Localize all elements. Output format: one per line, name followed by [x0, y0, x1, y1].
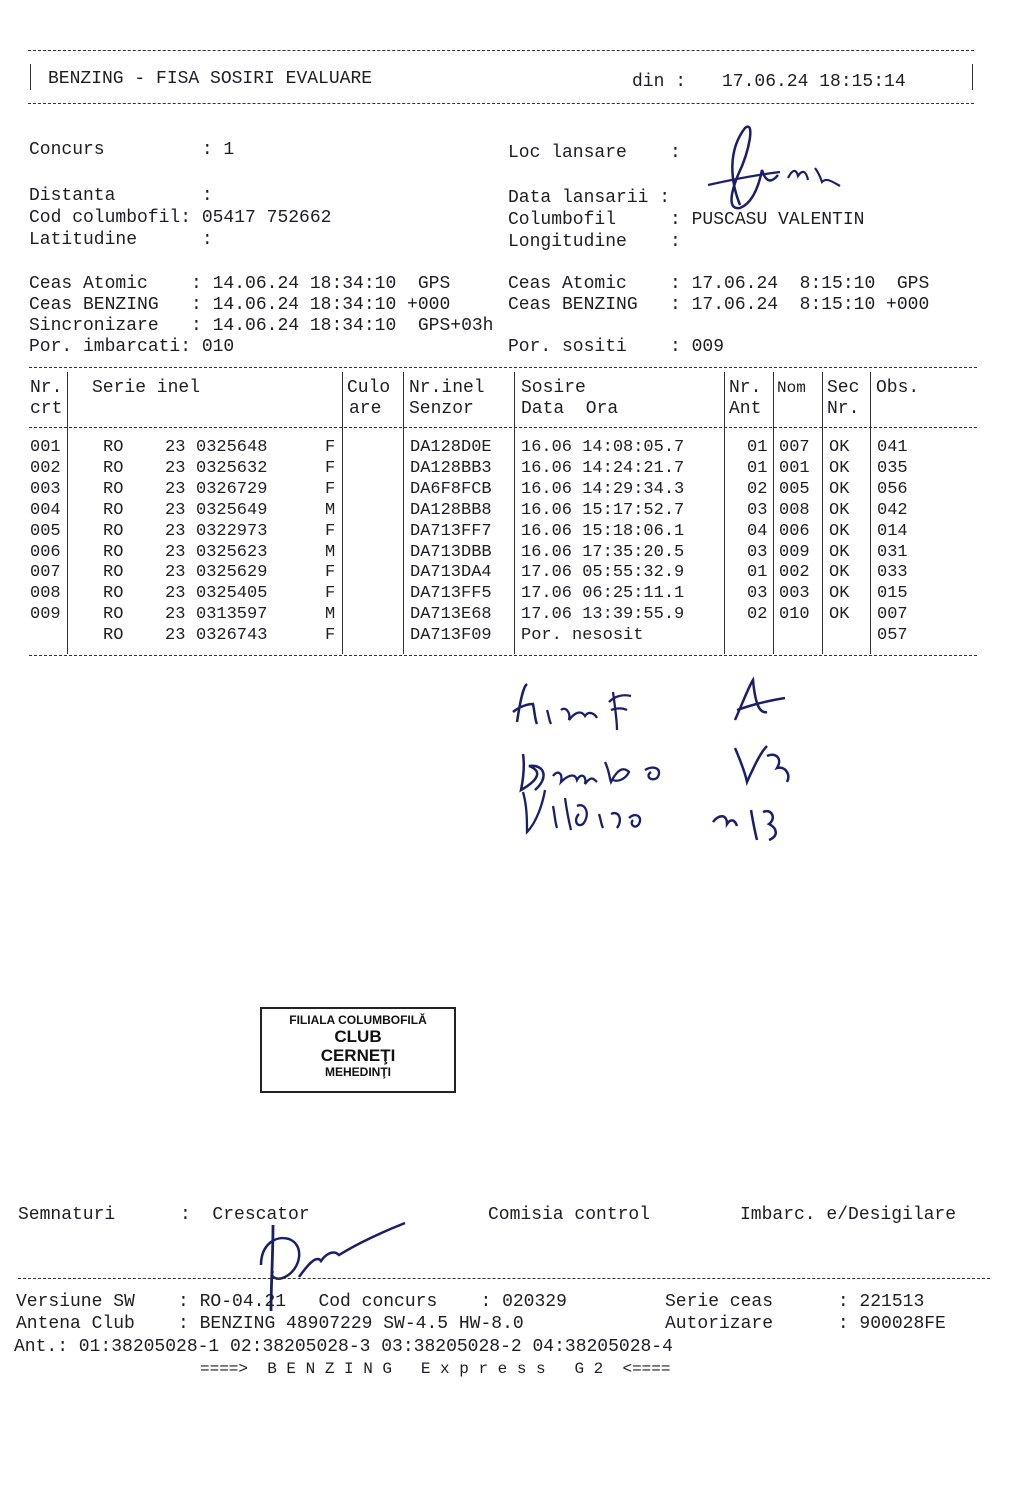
cell-nom: 010 — [779, 605, 810, 625]
cell-senzor: DA128BB8 — [410, 500, 492, 520]
cell-senzor: DA713FF5 — [410, 584, 492, 604]
header-nom: Nom — [777, 379, 806, 397]
cell-sosire: 16.06 14:08:05.7 — [521, 438, 685, 457]
cell-sosire: Por. nesosit — [521, 626, 644, 646]
footer-line-1a: Versiune SW : RO-04.21 Cod concurs : 020329 — [16, 1292, 567, 1312]
footer-line-4: ====> B E N Z I N G E x p r e s s G 2 <==== — [200, 1360, 671, 1378]
cell-obs: 056 — [877, 479, 908, 499]
stamp-line-3: CERNEŢI — [320, 1046, 396, 1065]
header-data-ora: Data Ora — [521, 399, 619, 419]
handwritten-notes — [505, 672, 835, 852]
clock-right-1: Ceas Atomic : 17.06.24 8:15:10 GPS — [508, 274, 930, 294]
col-sep-1 — [67, 372, 68, 654]
cell-crt: 003 — [30, 479, 61, 499]
header-obs: Obs. — [876, 378, 920, 398]
col-sep-5 — [724, 372, 725, 654]
cell-obs: 014 — [877, 521, 908, 541]
cell-sosire: 16.06 14:24:21.7 — [521, 458, 685, 478]
table-top-rule — [29, 367, 977, 368]
cell-ant: 02 — [747, 605, 768, 625]
cell-obs: 041 — [877, 438, 908, 457]
table-header-rule — [29, 427, 977, 428]
header-senzor: Senzor — [409, 399, 474, 419]
cell-senzor: DA713E68 — [410, 605, 492, 625]
header-culo: Culo — [347, 378, 391, 398]
col-sep-2 — [342, 372, 343, 654]
cell-an: 23 — [165, 521, 186, 541]
footer-line-2b: Autorizare : 900028FE — [665, 1314, 946, 1334]
cell-sec: OK — [829, 500, 850, 520]
data-lansarii-line: Data lansarii : — [508, 188, 671, 208]
cell-an: 23 — [165, 563, 186, 583]
cell-sex: M — [325, 605, 336, 625]
latitudine-line: Latitudine : — [29, 230, 213, 250]
cell-sec: OK — [829, 479, 850, 499]
columbofil-line: Columbofil : PUSCASU VALENTIN — [508, 210, 865, 230]
cell-nom: 009 — [779, 542, 810, 562]
footer-line-2a: Antena Club : BENZING 48907229 SW-4.5 HW-8.0 — [16, 1314, 524, 1334]
concurs-line: Concurs : 1 — [29, 140, 235, 160]
clock-left-1: Ceas Atomic : 14.06.24 18:34:10 GPS — [29, 274, 451, 294]
longitudine-line: Longitudine : — [508, 232, 681, 252]
cell-crt: 004 — [30, 500, 61, 520]
cell-senzor: DA713DA4 — [410, 563, 492, 583]
cell-crt: 009 — [30, 605, 61, 625]
cell-sosire: 17.06 13:39:55.9 — [521, 605, 685, 625]
cell-crt: 006 — [30, 542, 61, 562]
cell-tara: RO — [103, 584, 124, 604]
header-nr-ant: Nr. — [729, 378, 762, 398]
cell-an: 23 — [165, 626, 186, 646]
cell-an: 23 — [165, 479, 186, 499]
comisia-control: Comisia control — [488, 1205, 651, 1225]
cell-obs: 042 — [877, 500, 908, 520]
cell-nom: 005 — [779, 479, 810, 499]
cell-ant: 01 — [747, 458, 768, 478]
cell-tara: RO — [103, 626, 124, 646]
cod-columbofil-line: Cod columbofil: 05417 752662 — [29, 208, 332, 228]
header-sec-nr: Nr. — [827, 399, 860, 419]
cell-senzor: DA128D0E — [410, 438, 492, 457]
cell-crt: 007 — [30, 563, 61, 583]
cell-tara: RO — [103, 458, 124, 478]
header-din-label: din : — [632, 72, 687, 92]
cell-sex: F — [325, 563, 336, 583]
header-nr: Nr. — [30, 378, 63, 398]
footer-line-3: Ant.: 01:38205028-1 02:38205028-3 03:38205028-2 04:38205028-4 — [14, 1337, 673, 1357]
clock-left-4: Por. imbarcati: 010 — [29, 337, 235, 357]
cell-inel: 0325648 — [196, 438, 268, 457]
footer-line-1b: Serie ceas : 221513 — [665, 1292, 925, 1312]
cell-senzor: DA713F09 — [410, 626, 492, 646]
stamp-line-2: CLUB — [334, 1027, 382, 1046]
header-crt: crt — [30, 399, 63, 419]
cell-sex: F — [325, 521, 336, 541]
cell-sosire: 16.06 15:17:52.7 — [521, 500, 685, 520]
club-stamp — [260, 1007, 456, 1093]
cell-sex: F — [325, 584, 336, 604]
cell-an: 23 — [165, 458, 186, 478]
loc-lansare-line: Loc lansare : — [508, 143, 681, 163]
cell-an: 23 — [165, 605, 186, 625]
cell-sex: F — [325, 626, 336, 646]
header-bottom-rule — [28, 103, 974, 104]
cell-sosire: 16.06 14:29:34.3 — [521, 479, 685, 499]
clock-left-2: Ceas BENZING : 14.06.24 18:34:10 +000 — [29, 295, 451, 315]
cell-obs: 035 — [877, 458, 908, 478]
header-right-border — [972, 64, 973, 90]
cell-sec: OK — [829, 584, 850, 604]
table-bottom-rule — [29, 655, 977, 656]
cell-nom: 008 — [779, 500, 810, 520]
cell-nom: 002 — [779, 563, 810, 583]
cell-tara: RO — [103, 521, 124, 541]
cell-senzor: DA128BB3 — [410, 458, 492, 478]
distanta-line: Distanta : — [29, 186, 213, 206]
header-are: are — [349, 399, 382, 419]
col-sep-3 — [403, 372, 404, 654]
cell-crt: 005 — [30, 521, 61, 541]
header-serie-inel: Serie inel — [92, 378, 201, 398]
cell-sosire: 17.06 05:55:32.9 — [521, 563, 685, 583]
cell-sex: F — [325, 479, 336, 499]
cell-tara: RO — [103, 542, 124, 562]
cell-obs: 007 — [877, 605, 908, 625]
cell-inel: 0326743 — [196, 626, 268, 646]
cell-inel: 0325623 — [196, 542, 268, 562]
cell-sec: OK — [829, 605, 850, 625]
cell-an: 23 — [165, 500, 186, 520]
cell-inel: 0322973 — [196, 521, 268, 541]
col-sep-7 — [822, 372, 823, 654]
cell-inel: 0325629 — [196, 563, 268, 583]
cell-sosire: 16.06 15:18:06.1 — [521, 521, 685, 541]
clock-right-4: Por. sositi : 009 — [508, 337, 725, 357]
cell-obs: 015 — [877, 584, 908, 604]
cell-nom: 003 — [779, 584, 810, 604]
cell-ant: 01 — [747, 563, 768, 583]
clock-right-2: Ceas BENZING : 17.06.24 8:15:10 +000 — [508, 295, 930, 315]
cell-an: 23 — [165, 542, 186, 562]
cell-senzor: DA713DBB — [410, 542, 492, 562]
cell-tara: RO — [103, 500, 124, 520]
col-sep-4 — [514, 372, 515, 654]
cell-inel: 0325632 — [196, 458, 268, 478]
semnaturi-line: Semnaturi : Crescator — [18, 1205, 310, 1225]
cell-sosire: 16.06 17:35:20.5 — [521, 542, 685, 562]
cell-sec: OK — [829, 563, 850, 583]
col-sep-8 — [870, 372, 871, 654]
cell-tara: RO — [103, 479, 124, 499]
cell-inel: 0326729 — [196, 479, 268, 499]
cell-nom: 007 — [779, 438, 810, 457]
footer-rule — [18, 1278, 990, 1279]
header-left-border — [30, 64, 31, 90]
cell-sex: M — [325, 542, 336, 562]
cell-ant: 03 — [747, 584, 768, 604]
header-sec: Sec — [827, 378, 860, 398]
cell-nom: 006 — [779, 521, 810, 541]
cell-an: 23 — [165, 438, 186, 457]
cell-obs: 033 — [877, 563, 908, 583]
cell-sec: OK — [829, 438, 850, 457]
cell-tara: RO — [103, 563, 124, 583]
imbarc-desigilare: Imbarc. e/Desigilare — [740, 1205, 957, 1225]
col-sep-6 — [773, 372, 774, 654]
header-title: BENZING - FISA SOSIRI EVALUARE — [48, 69, 373, 89]
cell-tara: RO — [103, 605, 124, 625]
cell-ant: 03 — [747, 542, 768, 562]
cell-sex: M — [325, 500, 336, 520]
cell-sec: OK — [829, 458, 850, 478]
cell-ant: 03 — [747, 500, 768, 520]
cell-obs: 057 — [877, 626, 908, 646]
cell-an: 23 — [165, 584, 186, 604]
cell-sec: OK — [829, 521, 850, 541]
header-nr-inel: Nr.inel — [409, 378, 485, 398]
header-din-value: 17.06.24 18:15:14 — [722, 72, 906, 92]
cell-sec: OK — [829, 542, 850, 562]
cell-crt: 002 — [30, 458, 61, 478]
stamp-line-4: MEHEDINŢI — [325, 1065, 391, 1079]
cell-tara: RO — [103, 438, 124, 457]
cell-ant: 01 — [747, 438, 768, 457]
cell-inel: 0325649 — [196, 500, 268, 520]
header-top-rule — [28, 50, 974, 51]
cell-senzor: DA713FF7 — [410, 521, 492, 541]
header-ant: Ant — [729, 399, 762, 419]
cell-ant: 02 — [747, 479, 768, 499]
cell-senzor: DA6F8FCB — [410, 479, 492, 499]
cell-obs: 031 — [877, 542, 908, 562]
cell-ant: 04 — [747, 521, 768, 541]
cell-crt: 008 — [30, 584, 61, 604]
handwritten-signature-top — [700, 120, 860, 220]
cell-crt: 001 — [30, 438, 61, 457]
cell-sex: F — [325, 438, 336, 457]
cell-nom: 001 — [779, 458, 810, 478]
cell-inel: 0313597 — [196, 605, 268, 625]
cell-sosire: 17.06 06:25:11.1 — [521, 584, 685, 604]
stamp-line-1: FILIALA COLUMBOFILĂ — [289, 1013, 427, 1027]
clock-left-3: Sincronizare : 14.06.24 18:34:10 GPS+03h — [29, 316, 494, 336]
header-sosire: Sosire — [521, 378, 586, 398]
cell-inel: 0325405 — [196, 584, 268, 604]
cell-sex: F — [325, 458, 336, 478]
